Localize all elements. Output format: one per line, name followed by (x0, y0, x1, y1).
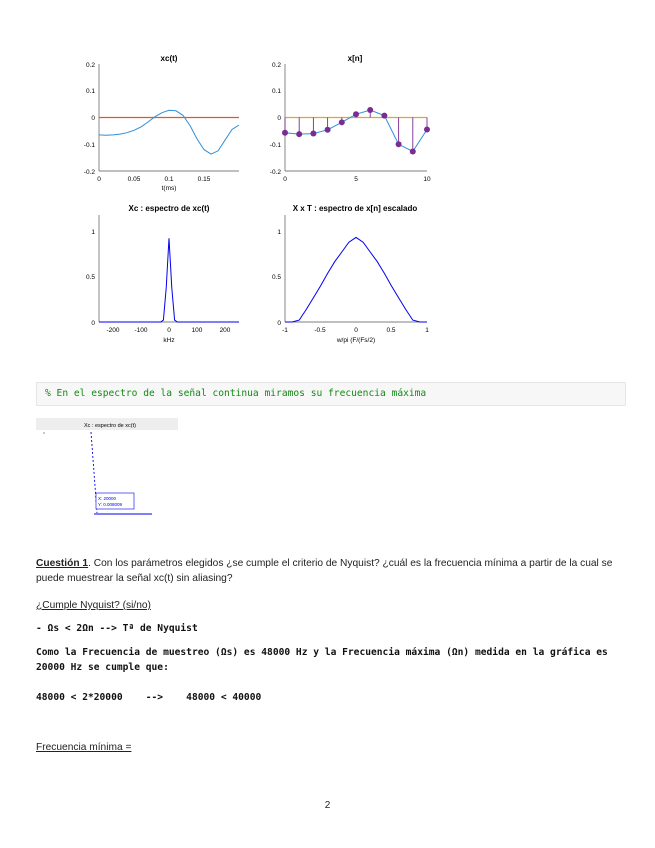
stem-marker (310, 131, 316, 137)
panel-title: x[n] (347, 54, 363, 63)
question-label: Cuestión 1 (36, 558, 89, 569)
x-tick-label: 0 (283, 176, 287, 183)
panel-x-n (270, 54, 431, 183)
stem-marker (367, 107, 373, 113)
y-tick-label: 0 (91, 115, 95, 122)
y-tick-label: -0.1 (269, 142, 281, 149)
y-tick-label: 0.5 (85, 274, 95, 281)
xc-spectrum-curve (99, 238, 239, 322)
code-comment: % En el espectro de la señal continua miramos su frecuencia máxima (45, 388, 427, 399)
y-tick-label: 0 (277, 115, 281, 122)
x-tick-label: 5 (354, 176, 358, 183)
nyquist-prompt: ¿Cumple Nyquist? (si/no) (36, 600, 151, 611)
x-tick-label: -0.5 (314, 327, 326, 334)
thumbnail-title: Xc : espectro de xc(t) (84, 423, 136, 429)
stem-marker (325, 127, 331, 133)
y-tick-label: 0 (91, 320, 95, 327)
datatip-y: Y: 0.008009 (98, 502, 123, 507)
x-tick-label: 0.1 (164, 176, 174, 183)
stem-marker (296, 131, 302, 137)
x-tick-label: -200 (106, 327, 120, 334)
y-tick-label: 0 (277, 320, 281, 327)
x-tick-label: 0 (97, 176, 101, 183)
xn-spectrum-curve (285, 237, 427, 322)
panel-title: Xc : espectro de xc(t) (128, 204, 210, 213)
x-axis-label: w/pi (F/(Fs/2) (336, 337, 376, 344)
x-tick-label: 100 (191, 327, 203, 334)
y-tick-label: 1 (91, 229, 95, 236)
answer-line-3: 48000 < 2*20000 --> 48000 < 40000 (36, 692, 262, 703)
panel-title: xc(t) (160, 54, 178, 63)
y-tick-label: 0.2 (271, 62, 281, 69)
panel-xn-spectrum (272, 204, 429, 344)
y-tick-label: 0.5 (271, 274, 281, 281)
xc-curve (99, 110, 239, 154)
x-axis-label: kHz (163, 337, 175, 344)
x-tick-label: 200 (219, 327, 231, 334)
stem-marker (339, 119, 345, 125)
datatip-x: X: 20000 (98, 496, 117, 501)
x-tick-label: 0 (354, 327, 358, 334)
x-tick-label: 10 (423, 176, 431, 183)
panel-title: X x T : espectro de x[n] escalado (292, 204, 418, 213)
stem-marker (424, 127, 430, 133)
y-tick-label: 0.2 (85, 62, 95, 69)
code-cell (36, 382, 626, 406)
figure-subplots (0, 0, 655, 360)
x-tick-label: -100 (134, 327, 148, 334)
x-tick-label: 1 (425, 327, 429, 334)
x-tick-label: 0.05 (127, 176, 141, 183)
stem-marker (381, 113, 387, 119)
y-tick-label: -0.2 (269, 169, 281, 176)
xn-stems (282, 107, 430, 154)
x-tick-label: 0.15 (197, 176, 211, 183)
panel-xc-t (84, 54, 239, 192)
answer-line-2: Como la Frecuencia de muestreo (Ωs) es 48000 Hz y la Frecuencia máxima (Ωn) medida en la gráfica es 20000 Hz se cumple que: (36, 647, 608, 673)
x-tick-label: 0.5 (386, 327, 396, 334)
spectrum-thumbnail (36, 418, 178, 518)
y-tick-label: -0.1 (83, 142, 95, 149)
stem-marker (282, 130, 288, 136)
stem-marker (410, 148, 416, 154)
stem-marker (353, 111, 359, 117)
panel-xc-spectrum (86, 204, 239, 344)
answer-line-1: - Ωs < 2Ωn --> Tª de Nyquist (36, 623, 198, 634)
x-axis-label: t(ms) (161, 185, 177, 192)
x-tick-label: 0 (167, 327, 171, 334)
x-tick-label: -1 (282, 327, 288, 334)
page-number: 2 (324, 800, 331, 811)
question-paragraph (36, 556, 621, 586)
stem-marker (396, 141, 402, 147)
min-freq-prompt: Frecuencia mínima = (36, 742, 132, 753)
y-tick-label: 0.1 (271, 88, 281, 95)
y-tick-label: 1 (277, 229, 281, 236)
y-tick-label: -0.2 (83, 169, 95, 176)
y-tick-label: 0.1 (85, 88, 95, 95)
question-text: . Con los parámetros elegidos ¿se cumple el criterio de Nyquist? ¿cuál es la frecuencia mínima a partir de la cual se puede muestrear la señal xc(t) sin aliasing? (36, 558, 613, 584)
